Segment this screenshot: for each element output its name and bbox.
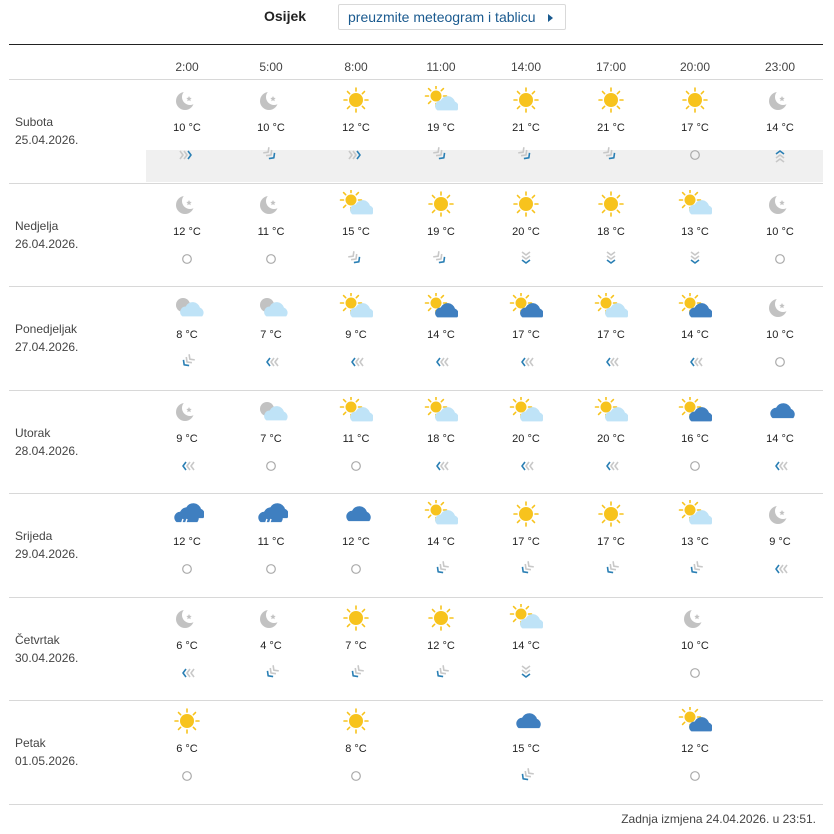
wind-southwest-icon [486, 560, 566, 578]
row-divider [9, 597, 823, 598]
forecast-cell[interactable] [571, 86, 651, 164]
forecast-cell[interactable] [571, 397, 651, 475]
sun-icon [594, 86, 628, 114]
temperature: 10 °C [257, 122, 285, 134]
day-date: 01.05.2026. [15, 754, 79, 768]
wind-west-icon [147, 664, 227, 682]
day-label [15, 631, 78, 667]
forecast-cell[interactable] [147, 604, 227, 682]
cloud-icon [509, 707, 543, 735]
day-label [15, 320, 78, 356]
wind-calm-icon [655, 767, 735, 785]
wind-west-icon [401, 457, 481, 475]
wind-west-icon [571, 457, 651, 475]
sun-cloud-icon [678, 500, 712, 528]
forecast-cell[interactable] [740, 293, 820, 371]
wind-south-icon [571, 250, 651, 268]
wind-east-icon [316, 146, 396, 164]
forecast-cell[interactable] [316, 604, 396, 682]
wind-calm-icon [316, 560, 396, 578]
forecast-cell[interactable] [571, 500, 651, 578]
wind-calm-icon [147, 250, 227, 268]
temperature: 6 °C [176, 743, 198, 755]
temperature: 7 °C [260, 432, 282, 445]
wind-south-icon [486, 664, 566, 682]
sun-icon [594, 190, 628, 218]
wind-west-icon [740, 560, 820, 578]
sun-darkcloud-icon [509, 293, 543, 321]
day-label [15, 424, 78, 460]
forecast-cell[interactable] [231, 293, 311, 371]
forecast-cell[interactable] [486, 293, 566, 371]
row-divider [9, 79, 823, 80]
sun-icon [339, 707, 373, 735]
forecast-cell[interactable] [401, 397, 481, 475]
wind-west-icon [486, 457, 566, 475]
temperature: 14 °C [766, 432, 794, 445]
hour-label: 23:00 [764, 60, 796, 74]
wind-west-icon [740, 457, 820, 475]
sun-darkcloud-icon [424, 293, 458, 321]
day-label [15, 527, 78, 563]
moon-icon [170, 86, 204, 114]
temperature: 12 °C [342, 122, 370, 134]
day-row [0, 183, 834, 287]
forecast-cell[interactable] [231, 86, 311, 164]
temperature: 20 °C [512, 225, 540, 238]
day-date: 28.04.2026. [15, 443, 79, 458]
moon-icon [170, 397, 204, 425]
temperature: 17 °C [681, 122, 709, 134]
sun-darkcloud-icon [678, 293, 712, 321]
wind-south-icon [655, 250, 735, 268]
temperature: 10 °C [766, 329, 794, 341]
forecast-cell[interactable] [401, 500, 481, 578]
forecast-cell[interactable] [655, 293, 735, 371]
cloud-icon [763, 397, 797, 425]
sun-cloud-icon [594, 293, 628, 321]
wind-calm-icon [147, 767, 227, 785]
moon-cloud-icon [170, 293, 204, 321]
forecast-cell[interactable] [401, 604, 481, 682]
wind-south-icon [486, 250, 566, 268]
forecast-cell[interactable] [571, 190, 651, 268]
day-label [15, 217, 78, 253]
forecast-cell[interactable] [316, 190, 396, 268]
forecast-cell[interactable] [486, 190, 566, 268]
temperature: 21 °C [597, 122, 625, 134]
wind-southwest-icon [655, 560, 735, 578]
wind-southwest-icon [147, 353, 227, 371]
moon-icon [254, 190, 288, 218]
wind-southwest-icon [486, 767, 566, 785]
sun-darkcloud-icon [678, 707, 712, 735]
forecast-cell[interactable] [740, 397, 820, 475]
moon-icon [763, 500, 797, 528]
forecast-cell[interactable] [316, 500, 396, 578]
wind-southwest-icon [401, 664, 481, 682]
temperature: 7 °C [345, 639, 367, 652]
day-name: Subota [15, 115, 54, 129]
moon-icon [763, 293, 797, 321]
download-button-label: preuzmite meteogram i tablicu [348, 9, 536, 25]
day-date: 25.04.2026. [15, 133, 79, 147]
wind-southwest-icon [231, 664, 311, 682]
wind-west-icon [655, 353, 735, 371]
day-name: Nedjelja [15, 218, 59, 233]
day-row [0, 286, 834, 390]
temperature: 16 °C [681, 432, 709, 445]
forecast-cell[interactable] [231, 500, 311, 578]
wind-southeast-icon [486, 146, 566, 164]
temperature: 12 °C [342, 536, 370, 548]
temperature: 13 °C [681, 225, 709, 238]
temperature: 11 °C [342, 432, 370, 445]
table-top-border [9, 44, 823, 45]
wind-southwest-icon [571, 560, 651, 578]
moon-cloud-icon [254, 293, 288, 321]
temperature: 10 °C [681, 639, 709, 652]
forecast-cell[interactable] [486, 707, 566, 785]
temperature: 11 °C [257, 225, 285, 238]
temperature: 9 °C [176, 432, 198, 445]
temperature: 10 °C [766, 225, 794, 238]
temperature: 6 °C [176, 639, 198, 652]
day-date: 30.04.2026. [15, 650, 79, 665]
forecast-cell[interactable] [231, 397, 311, 475]
temperature: 7 °C [260, 329, 282, 341]
hour-label: 8:00 [344, 60, 368, 74]
temperature: 14 °C [512, 639, 540, 652]
sun-cloud-icon [339, 190, 373, 218]
cloud-icon [339, 500, 373, 528]
forecast-cell[interactable] [655, 190, 735, 268]
forecast-cell[interactable] [401, 86, 481, 164]
rain-icon [170, 500, 204, 528]
wind-southeast-icon [316, 250, 396, 268]
forecast-cell[interactable] [316, 293, 396, 371]
wind-calm-icon [655, 146, 735, 164]
sun-icon [424, 604, 458, 632]
page-header [0, 2, 834, 32]
row-divider [9, 700, 823, 701]
download-meteogram-button[interactable] [338, 4, 566, 30]
temperature: 18 °C [427, 432, 455, 445]
temperature: 9 °C [769, 536, 791, 548]
day-row [0, 79, 834, 183]
hours-header [0, 60, 834, 78]
forecast-cell[interactable] [740, 190, 820, 268]
wind-west-icon [486, 353, 566, 371]
moon-icon [763, 190, 797, 218]
sun-icon [424, 190, 458, 218]
forecast-cell[interactable] [401, 190, 481, 268]
wind-southeast-icon [401, 250, 481, 268]
row-divider [9, 493, 823, 494]
rain-icon [254, 500, 288, 528]
wind-calm-icon [231, 250, 311, 268]
temperature: 21 °C [512, 122, 540, 134]
forecast-cell[interactable] [655, 397, 735, 475]
forecast-cell[interactable] [147, 707, 227, 785]
forecast-cell[interactable] [486, 500, 566, 578]
temperature: 14 °C [427, 329, 455, 341]
temperature: 17 °C [597, 329, 625, 341]
forecast-cell[interactable] [316, 397, 396, 475]
day-name: Srijeda [15, 529, 53, 543]
temperature: 15 °C [512, 743, 540, 755]
wind-calm-icon [316, 457, 396, 475]
forecast-cell[interactable] [486, 397, 566, 475]
forecast-cell[interactable] [486, 604, 566, 682]
temperature: 8 °C [345, 743, 367, 755]
sun-icon [339, 604, 373, 632]
moon-icon [170, 190, 204, 218]
forecast-cell[interactable] [740, 500, 820, 578]
wind-calm-icon [740, 250, 820, 268]
wind-west-icon [571, 353, 651, 371]
temperature: 17 °C [597, 536, 625, 548]
sun-cloud-icon [509, 397, 543, 425]
temperature: 4 °C [260, 639, 282, 652]
temperature: 19 °C [427, 225, 455, 238]
temperature: 8 °C [176, 329, 198, 341]
sun-icon [170, 707, 204, 735]
day-row [0, 597, 834, 701]
temperature: 19 °C [427, 122, 455, 134]
day-date: 29.04.2026. [15, 547, 79, 561]
wind-calm-icon [147, 560, 227, 578]
moon-icon [254, 86, 288, 114]
temperature: 10 °C [173, 122, 201, 134]
sun-cloud-icon [339, 293, 373, 321]
forecast-cell[interactable] [740, 86, 820, 164]
day-date: 26.04.2026. [15, 236, 79, 251]
wind-west-icon [231, 353, 311, 371]
wind-west-icon [147, 457, 227, 475]
forecast-cell[interactable] [655, 604, 735, 682]
day-name: Petak [15, 736, 46, 750]
sun-darkcloud-icon [678, 397, 712, 425]
temperature: 20 °C [512, 432, 540, 445]
temperature: 12 °C [427, 639, 455, 652]
forecast-cell[interactable] [147, 86, 227, 164]
wind-north-icon [740, 146, 820, 164]
sun-icon [594, 500, 628, 528]
temperature: 20 °C [597, 432, 625, 445]
sun-cloud-icon [339, 397, 373, 425]
forecast-cell[interactable] [231, 190, 311, 268]
hour-label: 17:00 [595, 60, 627, 74]
sun-icon [678, 86, 712, 114]
wind-southwest-icon [316, 664, 396, 682]
forecast-cell[interactable] [401, 293, 481, 371]
forecast-cell[interactable] [655, 500, 735, 578]
hour-label: 20:00 [679, 60, 711, 74]
moon-icon [170, 604, 204, 632]
temperature: 17 °C [512, 536, 540, 548]
forecast-cell[interactable] [147, 500, 227, 578]
moon-cloud-icon [254, 397, 288, 425]
sun-cloud-icon [509, 604, 543, 632]
wind-calm-icon [740, 353, 820, 371]
day-name: Četvrtak [15, 632, 60, 647]
forecast-cell[interactable] [147, 397, 227, 475]
temperature: 14 °C [766, 122, 794, 134]
temperature: 14 °C [427, 536, 455, 548]
sun-cloud-icon [678, 190, 712, 218]
temperature: 12 °C [173, 225, 201, 238]
day-label [15, 113, 78, 149]
sun-cloud-icon [424, 397, 458, 425]
temperature: 18 °C [597, 225, 625, 238]
temperature: 9 °C [345, 329, 367, 341]
forecast-cell[interactable] [147, 293, 227, 371]
temperature: 15 °C [342, 225, 370, 238]
forecast-cell[interactable] [655, 707, 735, 785]
forecast-cell[interactable] [316, 707, 396, 785]
sun-cloud-icon [424, 86, 458, 114]
wind-calm-icon [231, 560, 311, 578]
forecast-cell[interactable] [147, 190, 227, 268]
sun-icon [509, 190, 543, 218]
play-arrow-icon [548, 14, 553, 22]
moon-icon [763, 86, 797, 114]
row-divider [9, 183, 823, 184]
day-row [0, 493, 834, 597]
forecast-cell[interactable] [571, 293, 651, 371]
day-row [0, 700, 834, 804]
sun-icon [339, 86, 373, 114]
hour-label: 14:00 [510, 60, 542, 74]
temperature: 11 °C [257, 536, 285, 548]
hour-label: 2:00 [175, 60, 199, 74]
sun-icon [509, 500, 543, 528]
temperature: 12 °C [173, 536, 201, 548]
sun-cloud-icon [594, 397, 628, 425]
day-label [15, 734, 78, 770]
wind-southeast-icon [571, 146, 651, 164]
row-divider [9, 286, 823, 287]
wind-west-icon [316, 353, 396, 371]
sun-icon [509, 86, 543, 114]
temperature: 17 °C [512, 329, 540, 341]
hour-label: 5:00 [259, 60, 283, 74]
forecast-cell[interactable] [231, 604, 311, 682]
forecast-cell[interactable] [316, 86, 396, 164]
hour-label: 11:00 [426, 60, 456, 74]
wind-calm-icon [655, 457, 735, 475]
day-date: 27.04.2026. [15, 340, 79, 354]
sun-cloud-icon [424, 500, 458, 528]
row-divider [9, 390, 823, 391]
moon-icon [254, 604, 288, 632]
last-update-text: Zadnja izmjena 24.04.2026. u 23:51. [621, 812, 816, 826]
forecast-cell[interactable] [486, 86, 566, 164]
temperature: 14 °C [681, 329, 709, 341]
row-divider [9, 804, 823, 805]
wind-calm-icon [231, 457, 311, 475]
wind-calm-icon [655, 664, 735, 682]
day-row [0, 390, 834, 494]
wind-west-icon [401, 353, 481, 371]
day-name: Utorak [15, 425, 51, 440]
day-name: Ponedjeljak [15, 322, 78, 336]
wind-southeast-icon [401, 146, 481, 164]
wind-southeast-icon [231, 146, 311, 164]
temperature: 12 °C [681, 743, 709, 755]
wind-southwest-icon [401, 560, 481, 578]
wind-east-icon [147, 146, 227, 164]
wind-calm-icon [316, 767, 396, 785]
moon-icon [678, 604, 712, 632]
temperature: 13 °C [681, 536, 709, 548]
forecast-cell[interactable] [655, 86, 735, 164]
city-name: Osijek [264, 8, 307, 24]
